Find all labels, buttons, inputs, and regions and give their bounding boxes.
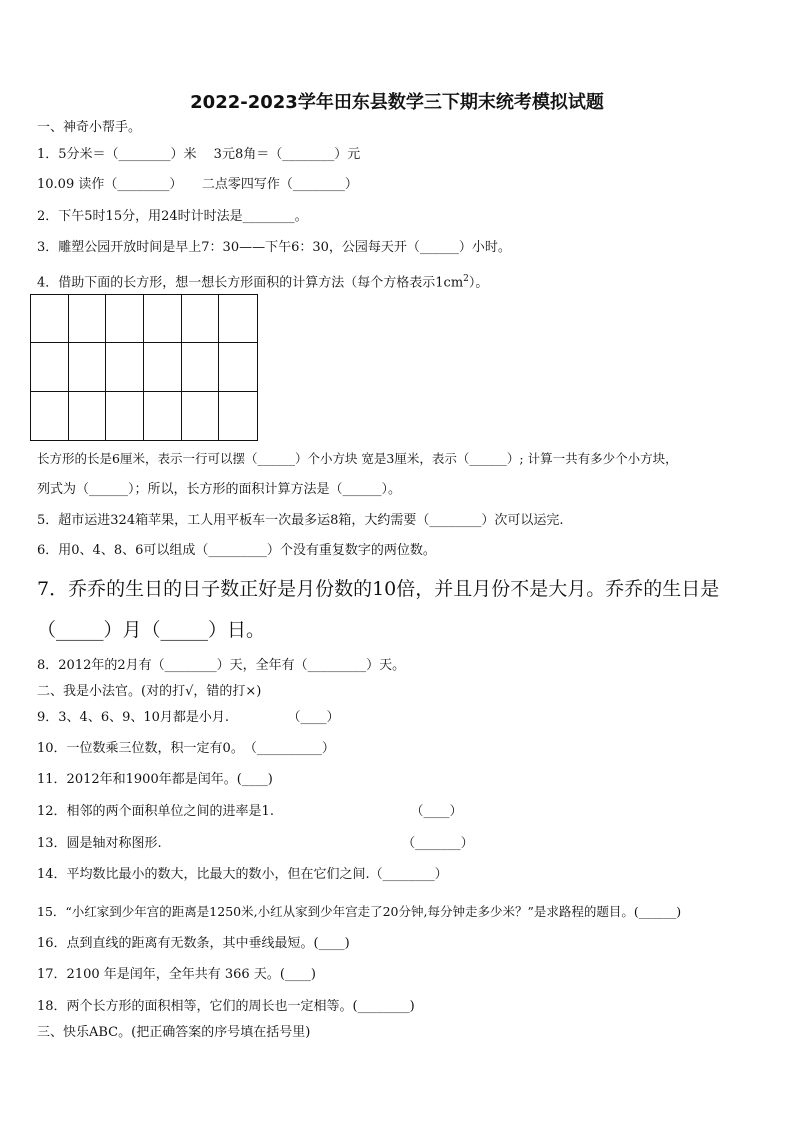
question-2: 2．下午5时15分，用24时计时法是________。	[37, 209, 308, 224]
section-1-heading: 一、神奇小帮手。	[37, 120, 142, 135]
question-18: 18．两个长方形的面积相等，它们的周长也一定相等。(________)	[37, 999, 415, 1014]
question-4	[37, 270, 488, 292]
grid-cell	[69, 295, 107, 343]
grid-cell	[182, 295, 220, 343]
grid-cell	[182, 392, 220, 440]
grid-cell	[144, 343, 182, 391]
grid-cell	[106, 295, 144, 343]
question-13: 13．圆是轴对称图形. （_______）	[37, 836, 474, 851]
grid-cell	[182, 343, 220, 391]
question-4-text: 4．借助下面的长方形，想一想长方形面积的计算方法（每个方格表示1cm	[37, 275, 464, 291]
grid-cell	[106, 392, 144, 440]
grid-cell	[144, 392, 182, 440]
question-6: 6．用0、4、8、6可以组成（_________）个没有重复数字的两位数。	[37, 543, 436, 558]
grid-cell	[31, 343, 69, 391]
section-2-heading: 二、我是小法官。(对的打√，错的打×)	[37, 684, 262, 699]
grid-cell	[144, 295, 182, 343]
question-8: 8．2012年的2月有（________）天，全年有（_________）天。	[37, 658, 406, 673]
question-11: 11．2012年和1900年都是闰年。(____)	[37, 772, 273, 787]
page-title: 2022-2023学年田东县数学三下期末统考模拟试题	[190, 92, 604, 113]
question-15: 15．“小红家到少年宫的距离是1250米,小红从家到少年宫走了20分钟,每分钟走多少米？”是求路程的题目。(______)	[37, 904, 682, 919]
grid-cell	[31, 295, 69, 343]
grid-cell	[69, 343, 107, 391]
rectangle-grid-figure	[30, 294, 258, 441]
grid-cell	[219, 392, 257, 440]
question-14: 14．平均数比最小的数大，比最大的数小，但在它们之间.（________）	[37, 867, 448, 882]
question-17: 17．2100 年是闰年，全年共有 366 天。(____)	[37, 967, 316, 982]
question-4-explanation-1: 长方形的长是6厘米，表示一行可以摆（______）个小方块 宽是3厘米，表示（______）; 计算一共有多少个小方块，	[37, 451, 678, 466]
question-4-end: ）。	[468, 275, 489, 291]
question-1b: 10.09 读作（________） 二点零四写作（________）	[37, 177, 358, 192]
grid-cell	[219, 343, 257, 391]
grid-cell	[219, 295, 257, 343]
question-5: 5．超市运进324箱苹果，工人用平板车一次最多运8箱，大约需要（________）次可以运完.	[37, 513, 564, 528]
question-9: 9．3、4、6、9、10月都是小月. （____）	[37, 710, 340, 725]
question-3: 3．雕塑公园开放时间是早上7：30——下午6：30，公园每天开（______）小时。	[37, 240, 511, 255]
grid-cell	[106, 343, 144, 391]
question-1a: 1．5分米＝（________）米 3元8角＝（________）元	[37, 147, 361, 162]
section-3-heading: 三、快乐ABC。(把正确答案的序号填在括号里)	[37, 1025, 311, 1040]
question-16: 16．点到直线的距离有无数条，其中垂线最短。(____)	[37, 936, 350, 951]
question-7a: 7．乔乔的生日的日子数正好是月份数的10倍，并且月份不是大月。乔乔的生日是	[37, 578, 720, 600]
question-4-explanation-2: 列式为（______）；所以，长方形的面积计算方法是（______）。	[37, 482, 402, 497]
question-7b: （_____）月（_____）日。	[37, 619, 266, 641]
question-12: 12．相邻的两个面积单位之间的进率是1. （____）	[37, 804, 463, 819]
question-10: 10．一位数乘三位数，积一定有0。 （__________）	[37, 741, 335, 756]
grid-cell	[69, 392, 107, 440]
question-4-superscript: 2	[463, 274, 469, 284]
grid-cell	[31, 392, 69, 440]
